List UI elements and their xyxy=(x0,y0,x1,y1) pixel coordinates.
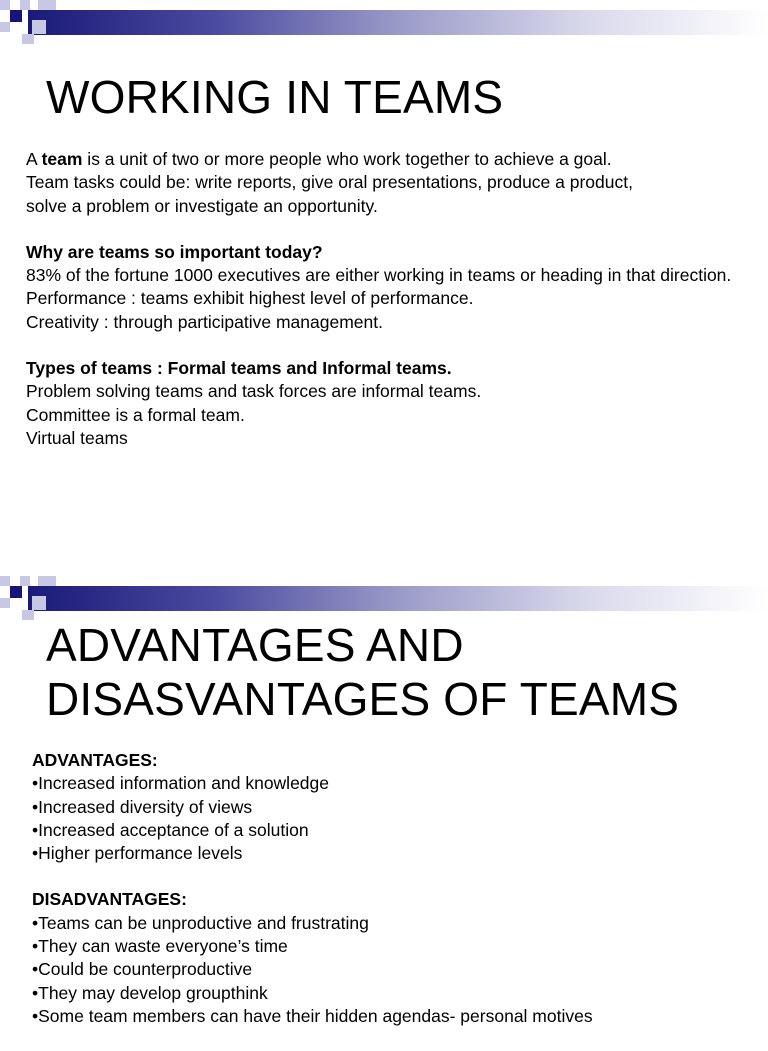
disadvantages-section xyxy=(32,888,752,1028)
title-line: ADVANTAGES AND xyxy=(46,619,464,671)
decor-square xyxy=(38,576,56,586)
text-line: Performance : teams exhibit highest level of performance. xyxy=(26,288,474,309)
decor-square xyxy=(32,596,46,610)
text-span: A xyxy=(26,149,42,169)
decor-square xyxy=(22,34,34,44)
decor-square xyxy=(32,20,46,34)
decor-square xyxy=(20,0,30,10)
decor-square xyxy=(38,0,56,10)
importance-paragraph xyxy=(26,241,738,334)
text-line: Virtual teams xyxy=(26,427,128,448)
slide-title xyxy=(46,618,679,726)
slide-header-decoration xyxy=(0,576,768,624)
section-heading: Types of teams : Formal teams and Informal teams. xyxy=(26,358,452,379)
list-item: •Increased diversity of views xyxy=(32,796,253,817)
decor-square xyxy=(10,10,22,22)
slide-advantages-disadvantages xyxy=(0,576,768,1024)
decor-square xyxy=(0,22,10,32)
decor-square xyxy=(0,576,10,586)
text-line: solve a problem or investigate an opportunity. xyxy=(26,195,378,216)
header-gradient-bar xyxy=(28,10,768,35)
list-item: •They can waste everyone’s time xyxy=(32,936,288,957)
definition-line xyxy=(26,148,738,171)
text-line: Committee is a formal team. xyxy=(26,404,245,425)
team-types-paragraph xyxy=(26,357,738,450)
text-span: is a unit of two or more people who work together to achieve a goal. xyxy=(82,149,612,169)
decor-square xyxy=(0,0,10,10)
team-definition-paragraph xyxy=(26,148,738,218)
team-term: team xyxy=(41,149,83,169)
decor-square xyxy=(22,610,34,620)
text-line: 83% of the fortune 1000 executives are either working in teams or heading in that direction. xyxy=(26,265,732,286)
list-item: •Higher performance levels xyxy=(32,843,243,864)
list-item: •Increased acceptance of a solution xyxy=(32,819,309,840)
header-gradient-bar xyxy=(28,586,768,611)
section-heading: ADVANTAGES: xyxy=(32,750,158,770)
text-line: Team tasks could be: write reports, give oral presentations, produce a product, xyxy=(26,172,633,193)
text-line: Problem solving teams and task forces are informal teams. xyxy=(26,381,482,402)
list-item: •Some team members can have their hidden agendas- personal motives xyxy=(32,1005,593,1026)
list-item: •Increased information and knowledge xyxy=(32,773,330,794)
slide-header-decoration xyxy=(0,0,768,48)
slide-body xyxy=(26,148,738,473)
section-heading: DISADVANTAGES: xyxy=(32,889,187,910)
advantages-section xyxy=(32,749,752,865)
section-heading: Why are teams so important today? xyxy=(26,241,323,262)
decor-square xyxy=(0,598,10,608)
list-item: •Could be counterproductive xyxy=(32,959,253,980)
text-line: Creativity : through participative management. xyxy=(26,311,383,332)
decor-square xyxy=(10,586,22,598)
list-item: •They may develop groupthink xyxy=(32,982,268,1003)
slide-title: WORKING IN TEAMS xyxy=(46,71,504,123)
decor-square xyxy=(20,576,30,586)
list-item: •Teams can be unproductive and frustrating xyxy=(32,912,369,933)
slide-body xyxy=(32,749,752,1051)
title-line: DISASVANTAGES OF TEAMS xyxy=(46,673,680,725)
